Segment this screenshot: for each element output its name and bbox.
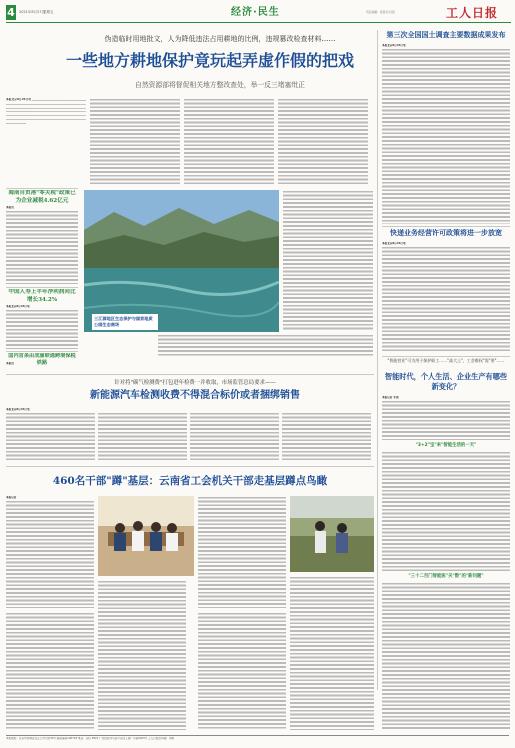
lead-body-col-1 — [6, 98, 86, 185]
lead-subhead: 自然资源部将督促相关地方整改查处，举一反三堵塞纰正 — [135, 81, 305, 89]
right-sub-box-1-body — [382, 451, 510, 571]
right-mid-byline: 本报北京8月26日电 — [382, 242, 406, 245]
right-lower-byline: 本报记者 李国 — [382, 396, 399, 399]
field-photo-svg — [290, 496, 374, 572]
middle-headline: 新能源汽车检测收费不得混合标价或者捆绑销售 — [90, 390, 300, 401]
page-header — [6, 5, 511, 25]
brief-3-byline: 本报讯 — [6, 362, 14, 365]
landscape-photo — [84, 190, 279, 332]
meeting-photo-svg — [98, 496, 194, 576]
section-title: 经济·民生 — [231, 7, 280, 18]
photo-side-text — [158, 334, 373, 356]
bottom-body-col-3 — [6, 612, 94, 730]
right-mid-body — [382, 242, 510, 352]
masthead-logo: 工人日报 — [446, 6, 499, 20]
brief-1-title: 海南自贸港"零关税"政策已为企业减税4.62亿元 — [8, 190, 76, 204]
photo-1-caption: 三江源地区生态保护与国家地质公园生态商场 — [92, 314, 158, 330]
brief-2-title: 中国人寿上半年净利润同比增长34.2% — [8, 289, 76, 303]
right-lower-title: 智能时代，个人生活、企业生产有哪些新变化？ — [384, 372, 508, 391]
right-sub-box-2-body — [382, 582, 510, 730]
brief-3-title: 国内首条由成渝联通跨境保税铁路 — [8, 353, 76, 366]
bottom-body-col-5 — [198, 612, 286, 730]
brief-2-body — [6, 305, 78, 349]
field-photo — [290, 496, 374, 572]
text-placeholder — [382, 400, 510, 440]
right-top-body — [382, 44, 510, 224]
right-mid-title: 快递业务经营许可政策将进一步放宽 — [390, 228, 502, 237]
lead-kicker: 伪造临时用地批文，人为降低违法占用耕地的比例，违规篡改检查材料…… — [104, 35, 336, 43]
lead-byline: 本报北京8月26日电 — [6, 98, 32, 101]
text-placeholder — [6, 412, 374, 462]
right-lower-body — [382, 396, 510, 440]
brief-3-body — [6, 362, 78, 372]
bottom-body-col-2 — [198, 496, 286, 608]
landscape-photo-svg — [84, 190, 279, 332]
header-rule — [6, 22, 511, 23]
bottom-body-col-6 — [290, 576, 374, 730]
text-placeholder: ▁▁▁▁▁▁▁▁▁▁▁▁▁▁▁▁▁▁▁▁▁▁▁▁▁▁▁▁▁▁▁▁▁▁▁▁▁▁▁▁▁▁▁▁▁▁▁▁▁▁▁▁▁▁▁▁▁▁▁▁▁▁▁▁▁▁▁▁▁▁▁▁▁▁▁▁▁▁▁▁▁▁▁▁▁▁▁▁▁▁▁▁▁▁▁▁▁▁▁▁▁▁▁▁▁▁▁▁▁▁▁▁▁▁▁▁▁▁▁▁▁▁▁▁▁▁▁▁▁▁▁▁▁▁▁▁▁▁▁▁▁▁▁▁▁▁▁▁▁▁▁▁▁▁▁▁▁▁▁▁▁▁▁▁▁▁▁▁▁▁▁▁▁▁▁▁▁▁▁▁▁▁▁▁▁▁▁▁▁▁▁▁▁▁▁▁▁▁▁▁▁▁▁▁▁▁▁▁▁▁▁▁▁▁▁▁▁▁▁▁▁▁▁▁▁▁▁▁▁▁▁▁▁▁▁▁▁ — [6, 98, 86, 124]
lead-body-col-5 — [283, 190, 373, 330]
issue-date: 2021年8月27日 — [19, 10, 46, 14]
right-sub-box-2-title: "三十二百门智能医"关"数"的"新问题" — [408, 574, 484, 579]
bottom-body-col-1 — [6, 496, 94, 608]
brief-1-byline: 本报讯 — [6, 206, 14, 209]
right-lower-kicker: "智能营业"可为用于保护职工……"高大上"，工会维权"需"要"…… — [387, 358, 505, 363]
right-top-title: 第三次全国国土调查主要数据成果发布 — [386, 30, 506, 39]
right-top-byline: 本报北京8月26日电 — [382, 44, 406, 47]
bottom-body-col-4 — [98, 580, 186, 730]
issue-weekday: 星期五 — [43, 10, 54, 14]
middle-kicker: 针对将"碳气检测费"打包进年检费一并收取，市场监管总局要求—— — [114, 380, 276, 386]
right-sub-box-1-title: "3+2"宝"来"智能生活的一天" — [415, 443, 477, 448]
brief-2-byline: 本报北京8月26日电 — [6, 305, 30, 308]
bottom-headline: 460名干部"蹲"基层：云南省工会机关干部走基层蹲点鸟瞰 — [52, 475, 328, 487]
bottom-byline: 本报记者 — [6, 496, 17, 499]
middle-byline: 本报北京8月26日电 — [6, 408, 30, 411]
text-placeholder — [6, 500, 94, 608]
text-placeholder — [6, 309, 78, 349]
lead-body-col-3 — [184, 98, 274, 185]
meeting-photo — [98, 496, 194, 576]
page-number-badge: 4 — [7, 6, 15, 19]
text-placeholder — [382, 246, 510, 352]
footer-text: 本报地址：北京市东城区安定门外大街30号 邮政编码100718 电话：总机 5822 广告经营许可证号京西工商广字第0003号 工人日报社印刷厂印刷 — [6, 737, 174, 740]
lead-body-col-4 — [278, 98, 368, 185]
editor-line: 责任编辑：程晋仙 杜凯 — [366, 10, 395, 14]
text-placeholder — [6, 210, 78, 284]
brief-1-body — [6, 206, 78, 284]
text-placeholder — [382, 48, 510, 224]
lead-headline: 一些地方耕地保护竟玩起弄虚作假的把戏 — [65, 51, 354, 70]
middle-body — [6, 408, 374, 462]
lead-body-col-2 — [90, 98, 180, 185]
